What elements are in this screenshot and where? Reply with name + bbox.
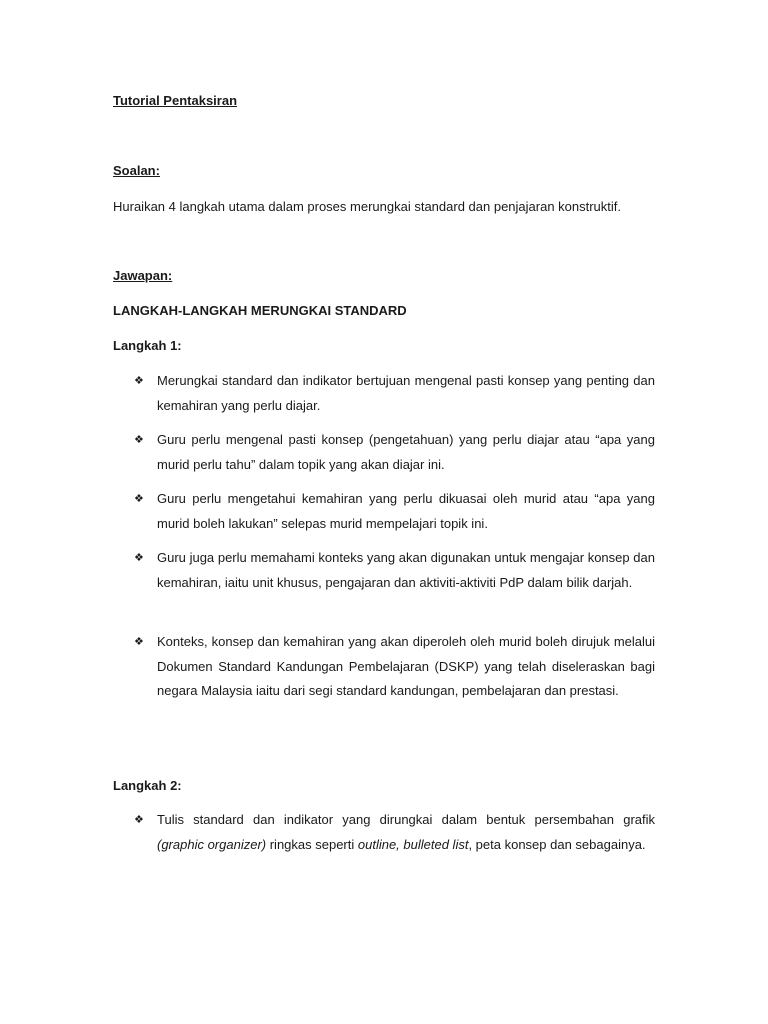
diamond-bullet-icon: ❖ xyxy=(134,434,144,446)
step1-bullet-2 xyxy=(134,428,655,477)
document-title: Tutorial Pentaksiran xyxy=(113,93,238,108)
step1-bullet-1 xyxy=(134,369,655,418)
bullet-text-italic: outline, bulleted list xyxy=(357,836,469,852)
bullet-text: Guru perlu mengenal pasti konsep (pengetahuan) yang perlu diajar atau “apa yang murid perlu tahu” dalam topik yang akan diajar ini. xyxy=(157,432,655,472)
bullet-text-part: Tulis standard dan indikator yang dirungkai dalam bentuk persembahan grafik xyxy=(157,812,655,827)
answer-heading: Jawapan: xyxy=(113,268,173,283)
step1-bullet-4 xyxy=(134,546,655,595)
diamond-bullet-icon: ❖ xyxy=(134,636,144,648)
bullet-text: Konteks, konsep dan kemahiran yang akan diperoleh oleh murid boleh dirujuk melalui Dokumen Standard Kandungan Pembelajaran (DSKP) yang telah diseleraskan bagi negara Malaysia iaitu dari segi standard kandungan, pembelajaran dan prestasi. xyxy=(157,634,655,698)
diamond-bullet-icon: ❖ xyxy=(134,375,144,387)
bullet-text: Guru juga perlu memahami konteks yang akan digunakan untuk mengajar konsep dan kemahiran, iaitu unit khusus, pengajaran dan aktiviti-aktiviti PdP dalam bilik darjah. xyxy=(157,550,655,590)
question-text: Huraikan 4 langkah utama dalam proses merungkai standard dan penjajaran konstruktif. xyxy=(113,199,622,214)
step1-bullet-5 xyxy=(134,630,655,704)
diamond-bullet-icon: ❖ xyxy=(134,552,144,564)
step2-bullet-1 xyxy=(134,808,655,857)
bullet-text-part: , peta konsep dan sebagainya. xyxy=(468,836,646,852)
bullet-text: Merungkai standard dan indikator bertujuan mengenal pasti konsep yang penting dan kemahiran yang perlu diajar. xyxy=(157,373,655,413)
section-heading: LANGKAH-LANGKAH MERUNGKAI STANDARD xyxy=(113,303,407,318)
bullet-text-part: ringkas seperti xyxy=(266,836,358,852)
step1-heading: Langkah 1: xyxy=(113,338,182,353)
bullet-text: Guru perlu mengetahui kemahiran yang perlu dikuasai oleh murid atau “apa yang murid boleh lakukan” selepas murid mempelajari topik ini. xyxy=(157,491,655,531)
bullet-text-italic: (graphic organizer) xyxy=(157,836,267,852)
question-heading: Soalan: xyxy=(113,163,160,178)
diamond-bullet-icon: ❖ xyxy=(134,493,144,505)
step2-heading: Langkah 2: xyxy=(113,778,182,793)
diamond-bullet-icon: ❖ xyxy=(134,814,144,826)
step1-bullet-3 xyxy=(134,487,655,536)
